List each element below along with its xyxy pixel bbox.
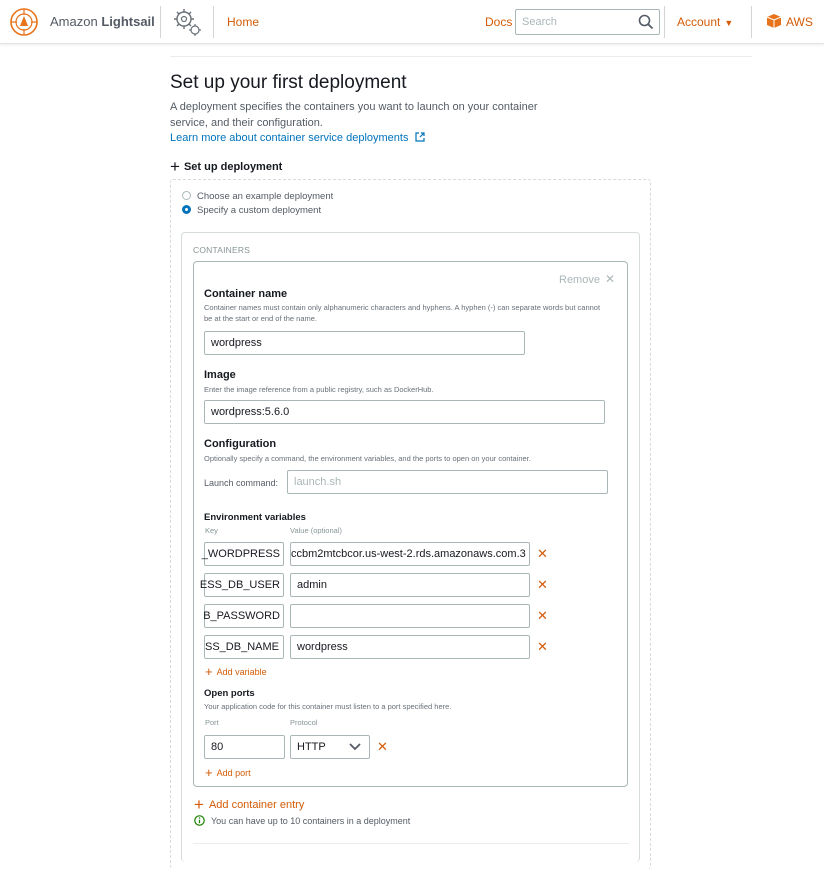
account-label: Account [677, 15, 721, 29]
container-limit-info [194, 815, 410, 826]
add-variable-label: Add variable [216, 667, 267, 677]
cube-icon [766, 13, 782, 29]
lightsail-logo-icon[interactable] [9, 7, 39, 37]
add-container-entry-label: Add container entry [208, 799, 305, 811]
setup-heading: Set up deployment [183, 161, 283, 173]
containers-section-label: CONTAINERS [193, 245, 251, 255]
add-container-entry-button[interactable] [194, 795, 304, 815]
page-title: Set up your first deployment [170, 72, 407, 93]
plus-icon: + [170, 157, 180, 176]
search-box [515, 9, 660, 35]
page-description: A deployment specifies the containers you want to launch on your container service, and their configuration. [170, 101, 538, 129]
chevron-down-icon: ▼ [724, 18, 734, 28]
env-vars-label: Environment variables [204, 512, 306, 523]
delete-port-icon[interactable]: ✕ [377, 739, 388, 754]
docs-link[interactable]: Docs [485, 15, 513, 29]
env-value-input[interactable] [290, 604, 530, 628]
remove-label: Remove [559, 274, 600, 286]
aws-console-link[interactable] [766, 13, 813, 29]
info-text: You can have up to 10 containers in a deployment [211, 816, 411, 826]
brand-name[interactable]: Amazon Lightsail [50, 14, 155, 29]
env-key-input[interactable]: ESS_DB_USER [204, 573, 284, 597]
delete-variable-icon[interactable]: ✕ [537, 639, 548, 654]
header-divider [160, 6, 161, 38]
env-value-input[interactable]: 3.ccbm2mtcbcor.us-west-2.rds.amazonaws.com [290, 542, 530, 566]
container-name-hint: Container names must contain only alphanumeric characters and hyphens. A hyphen (-) can separate words but cannot be at the start or end of the name. [204, 303, 601, 323]
external-link-icon [415, 132, 425, 142]
delete-variable-icon[interactable]: ✕ [537, 577, 548, 592]
env-key-input[interactable]: WORDPRESS_ [204, 542, 284, 566]
port-input[interactable]: 80 [204, 735, 285, 759]
info-icon [194, 815, 205, 826]
env-key-input[interactable]: B_PASSWORD [204, 604, 284, 628]
delete-variable-icon[interactable]: ✕ [537, 608, 548, 623]
add-variable-button[interactable] [205, 664, 267, 679]
search-icon[interactable] [638, 14, 654, 30]
container-name-label: Container name [204, 288, 288, 300]
plus-icon: + [205, 664, 213, 679]
search-input[interactable] [516, 10, 631, 34]
container-name-input[interactable]: wordpress [204, 331, 525, 355]
image-input[interactable]: wordpress:5.6.0 [204, 400, 605, 424]
gears-icon[interactable] [170, 6, 204, 38]
header-divider [664, 6, 665, 38]
add-port-button[interactable] [205, 765, 251, 780]
open-ports-hint: Your application code for this container must listen to a port specified here. [204, 702, 452, 711]
remove-container-button[interactable] [559, 272, 615, 286]
learn-more-label: Learn more about container service deployments [170, 132, 409, 144]
learn-more-link[interactable] [170, 132, 425, 144]
account-menu[interactable] [677, 15, 733, 29]
radio-unselected-icon [182, 191, 191, 200]
plus-icon: + [205, 765, 213, 780]
protocol-header: Protocol [290, 718, 318, 727]
radio-label: Specify a custom deployment [197, 205, 322, 216]
open-ports-label: Open ports [204, 688, 255, 699]
add-port-label: Add port [216, 768, 251, 778]
divider [193, 843, 629, 844]
env-value-input[interactable]: wordpress [290, 635, 530, 659]
aws-label: AWS [786, 15, 813, 29]
env-key-header: Key [205, 526, 218, 535]
chevron-down-icon [349, 742, 361, 752]
env-value-input[interactable]: admin [290, 573, 530, 597]
protocol-select[interactable] [290, 735, 370, 759]
radio-selected-icon [182, 205, 191, 214]
port-header: Port [205, 718, 219, 727]
configuration-hint: Optionally specify a command, the environment variables, and the ports to open on your container. [204, 454, 531, 463]
radio-label: Choose an example deployment [197, 191, 334, 202]
env-key-input[interactable]: SS_DB_NAME [204, 635, 284, 659]
protocol-value: HTTP [297, 741, 326, 753]
header-divider [751, 6, 752, 38]
configuration-label: Configuration [204, 438, 277, 450]
setup-deployment-toggle[interactable] [170, 157, 282, 177]
plus-icon: + [194, 795, 204, 814]
close-icon: ✕ [604, 272, 616, 286]
divider [170, 56, 752, 57]
header-divider [213, 6, 214, 38]
home-link[interactable]: Home [227, 15, 260, 29]
env-value-header: Value (optional) [290, 526, 342, 535]
launch-command-label: Launch command: [204, 478, 279, 488]
launch-command-input[interactable]: launch.sh [287, 470, 608, 494]
radio-custom-deployment[interactable] [182, 205, 321, 216]
delete-variable-icon[interactable]: ✕ [537, 546, 548, 561]
image-label: Image [204, 369, 236, 381]
image-hint: Enter the image reference from a public registry, such as DockerHub. [204, 385, 434, 394]
top-navigation-bar [0, 0, 824, 44]
radio-example-deployment[interactable] [182, 191, 333, 202]
